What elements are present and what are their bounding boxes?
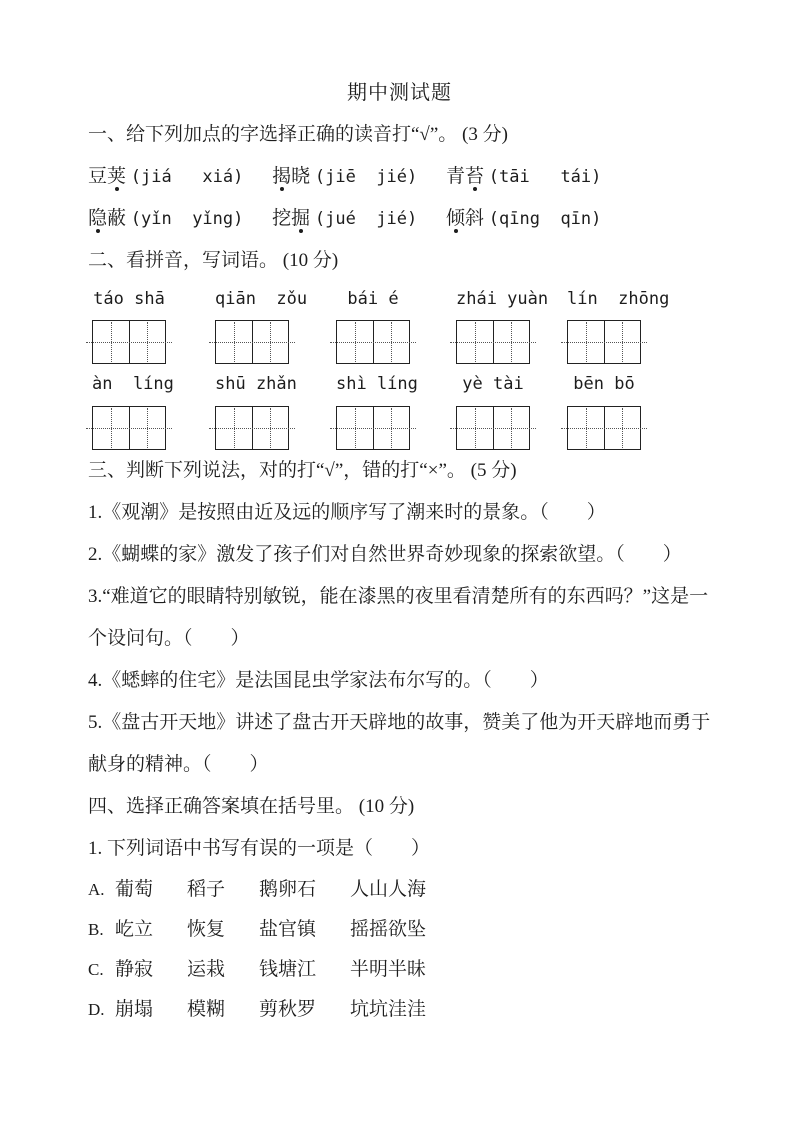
pinyin-choices: (yǐn yǐng)	[130, 209, 244, 229]
writing-grid	[92, 406, 166, 450]
word-group: 豆荚 (jiá xiá)	[88, 166, 244, 187]
pinyin-grid-column	[215, 364, 297, 450]
pinyin-label: shū zhǎn	[215, 374, 297, 394]
option-word: 人山人海	[350, 879, 427, 900]
question-5-line-1: 5.《盘古开天地》讲述了盘古开天辟地的故事，赞美了他为开天辟地而勇于	[88, 712, 711, 733]
pinyin-grid-column	[456, 282, 549, 364]
grid-cell	[93, 321, 129, 363]
grid-cell	[129, 407, 166, 449]
word-group: 倾斜 (qīng qīn)	[446, 208, 602, 229]
pinyin-label: shì líng	[336, 374, 418, 394]
option-word: 静寂	[115, 959, 154, 980]
dotted-character: 倾	[446, 208, 466, 229]
pinyin-grid-column	[92, 282, 166, 364]
dotted-character: 荚	[107, 166, 127, 187]
writing-grid	[336, 406, 410, 450]
option-word: 坑坑洼洼	[350, 999, 427, 1020]
writing-grid	[215, 320, 289, 364]
pinyin-grid-column	[336, 364, 418, 450]
pinyin-label: yè tài	[462, 374, 524, 394]
grid-cell	[493, 321, 530, 363]
pinyin-label: àn líng	[92, 374, 174, 394]
pinyin-choices: (jué jié)	[314, 209, 418, 229]
option-word: 剪秋罗	[259, 999, 317, 1020]
option-word: 恢复	[187, 919, 226, 940]
option-label: B.	[88, 920, 104, 939]
pinyin-grid-row-2	[88, 364, 711, 450]
pinyin-label: bái é	[347, 289, 399, 309]
grid-cell	[373, 321, 410, 363]
section-3-heading: 三、判断下列说法，对的打“√”，错的打“×”。 (5 分)	[88, 460, 517, 481]
option-word: 钱塘江	[259, 959, 317, 980]
writing-grid	[456, 320, 530, 364]
section-2-heading: 二、看拼音，写词语。 (10 分)	[88, 250, 339, 271]
option-word: 稻子	[187, 879, 226, 900]
question-4: 4.《蟋蟀的住宅》是法国昆虫学家法布尔写的。（ ）	[88, 670, 549, 691]
writing-grid	[336, 320, 410, 364]
question-3-line-1: 3.“难道它的眼睛特别敏锐，能在漆黑的夜里看清楚所有的东西吗？”这是一	[88, 586, 709, 607]
pinyin-label: zhái yuàn	[456, 289, 549, 309]
section-4-heading: 四、选择正确答案填在括号里。 (10 分)	[88, 796, 415, 817]
grid-cell	[129, 321, 166, 363]
question-3-line-2: 个设问句。（ ）	[88, 628, 250, 649]
option-row-b	[88, 910, 711, 950]
writing-grid	[567, 320, 641, 364]
pinyin-choices: (jiē jié)	[314, 167, 418, 187]
pinyin-choices: (qīng qīn)	[488, 209, 602, 229]
question-1: 1.《观潮》是按照由近及远的顺序写了潮来时的景象。（ ）	[88, 502, 606, 523]
option-word: 半明半昧	[350, 959, 427, 980]
grid-cell	[604, 321, 641, 363]
pinyin-grid-column	[336, 282, 410, 364]
grid-cell	[457, 407, 493, 449]
pinyin-choices: (tāi tái)	[488, 167, 602, 187]
pinyin-grid-column	[92, 364, 174, 450]
writing-grid	[215, 406, 289, 450]
pinyin-grid-column	[215, 282, 308, 364]
grid-cell	[568, 321, 604, 363]
grid-cell	[337, 407, 373, 449]
grid-cell	[216, 407, 252, 449]
dotted-character: 揭	[272, 166, 292, 187]
pinyin-label: lín zhōng	[567, 289, 670, 309]
question-2: 2.《蝴蝶的家》激发了孩子们对自然世界奇妙现象的探索欲望。（ ）	[88, 544, 682, 565]
writing-grid	[567, 406, 641, 450]
grid-cell	[252, 407, 289, 449]
option-word: 模糊	[187, 999, 226, 1020]
question-5-line-2: 献身的精神。（ ）	[88, 754, 269, 775]
option-label: D.	[88, 1000, 105, 1019]
option-word: 运栽	[187, 959, 226, 980]
grid-cell	[337, 321, 373, 363]
option-label: C.	[88, 960, 104, 979]
writing-grid	[456, 406, 530, 450]
section-1-word-row-1	[88, 156, 711, 198]
option-word: 屹立	[115, 919, 154, 940]
section-4-question-1: 1. 下列词语中书写有误的一项是（ ）	[88, 838, 431, 859]
pinyin-grid-column	[567, 364, 641, 450]
dotted-character: 苔	[465, 166, 485, 187]
grid-cell	[93, 407, 129, 449]
grid-cell	[216, 321, 252, 363]
grid-cell	[373, 407, 410, 449]
page-title: 期中测试题	[347, 82, 452, 104]
grid-cell	[493, 407, 530, 449]
pinyin-label: bēn bō	[573, 374, 635, 394]
option-word: 摇摇欲坠	[350, 919, 427, 940]
grid-cell	[252, 321, 289, 363]
option-word: 葡萄	[115, 879, 154, 900]
pinyin-label: táo shā	[93, 289, 165, 309]
dotted-character: 隐	[88, 208, 108, 229]
word-group: 挖掘 (jué jié)	[272, 208, 418, 229]
option-row-c	[88, 950, 711, 990]
section-1-heading: 一、给下列加点的字选择正确的读音打“√”。 (3 分)	[88, 124, 508, 145]
word-group: 青苔 (tāi tái)	[446, 166, 602, 187]
grid-cell	[604, 407, 641, 449]
word-group: 揭晓 (jiē jié)	[272, 166, 418, 187]
pinyin-grid-column	[456, 364, 530, 450]
option-word: 鹅卵石	[259, 879, 317, 900]
grid-cell	[457, 321, 493, 363]
pinyin-choices: (jiá xiá)	[130, 167, 244, 187]
pinyin-grid-column	[567, 282, 670, 364]
section-1-word-row-2	[88, 198, 711, 240]
pinyin-label: qiān zǒu	[215, 289, 308, 309]
option-row-a	[88, 870, 711, 910]
writing-grid	[92, 320, 166, 364]
pinyin-grid-row-1	[88, 282, 711, 364]
word-group: 隐蔽 (yǐn yǐng)	[88, 208, 244, 229]
option-word: 盐官镇	[259, 919, 317, 940]
option-word: 崩塌	[115, 999, 154, 1020]
option-row-d	[88, 990, 711, 1030]
grid-cell	[568, 407, 604, 449]
option-label: A.	[88, 880, 105, 899]
dotted-character: 掘	[291, 208, 311, 229]
